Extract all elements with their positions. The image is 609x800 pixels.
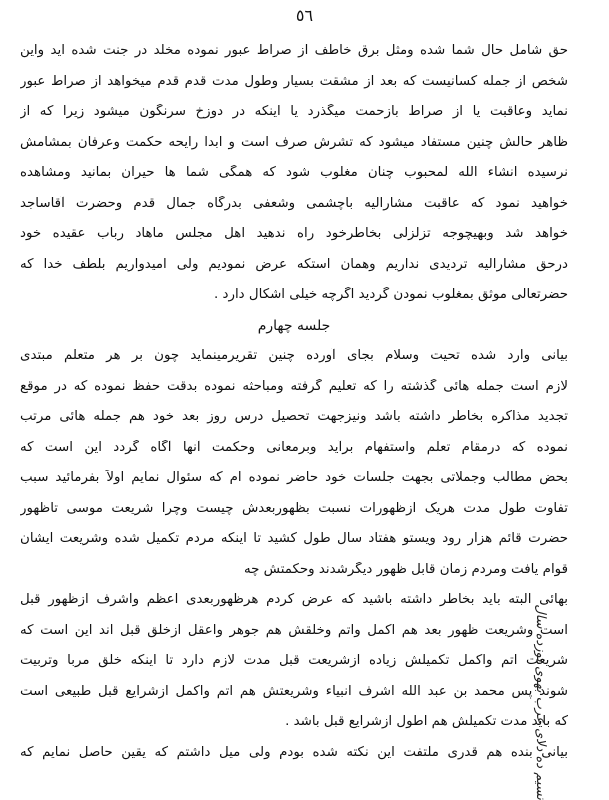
text-line: تجدید مذاکره بخاطر داشته باشد ونیزجهت تحصیل درس روز بعد خود هم جمله هائی مرتب [20,409,568,425]
section-heading: جلسه چهارم [257,317,331,334]
text-line: خواهید نمود که عاقبت مشارالیه باچشمی وشعفی بدرگاه جمال قدم وحضرت آقاساجد [20,195,568,211]
text-line: تفاوت طول مدت هریک ازظهورات نسبت بظهوربعدش چیست وچرا شریعت موسی تاظهور [20,500,568,516]
text-line: حق شامل حال شما شده ومثل برق خاطف از صراط عبور نموده مخلد در جنت شده اید واین [20,43,568,59]
text-line: شریعت اتم واکمل تکمیلش زیاده ازشریعت قبل مدت لازم دارد تا اینکه خلق مربا وتربیت [20,653,568,669]
text-line: درحق مشارالیه تردیدی نداریم وهمان استکه عرض نمودیم ولی امیدواریم بلطف خدا که [20,256,568,272]
text-line: شوند پس محمد بن عبد الله اشرف انبیاء وشریعتش هم اتم واکمل ازشرایع قبل طبیعی است [20,683,568,699]
body-text [20,36,568,768]
margin-note-text: تسیم ده دلای عرب بهوی نوزده سال [533,604,548,800]
text-line: نماید وعاقبت یا از صراط بازحمت میگذرد یا اینکه در دوزخ سرنگون میشود زیرا که از [20,104,568,120]
text-line: که باید مدت تکمیلش هم اطول ازشرایع قبل باشد . [285,714,568,730]
text-line: حضرت قائم هزار رود ویستو هفتاد سال طول کشید تا اینکه مردم تکمیل شده وشریعت ایشان [20,531,568,547]
page-number: ٥٦ [295,6,314,25]
text-line: بهائی البته باید بخاطر داشته باشید که عرض کردم هرظهوربعدی اعظم واشرف ازظهور قبل [20,592,568,608]
text-line: لازم است جمله هائی گذشته را که تعلیم گرفته ومباحثه نموده بدقت حفظ نموده که در موقع [20,378,568,394]
text-line: نرسیده انشاء الله لمحبوب چنان مغلوب شود که همگی شما ها حیران بمانید ومشاهده [20,165,568,181]
text-line: بیانی بنده هم قدری ملتفت این نکته شده بودم ولی میل داشتم که یقین حاصل نمایم که [20,744,568,760]
text-line: خواهد شد وبهیچوجه تزلزلی بخاطرخود راه ندهید اهل مجلس ماهاد رباب عقیده خود [20,226,568,242]
text-line: بحض مطالب وجملاتی بجهت جلسات خود حاضر نموده ام که سئوال نمایم اولاً بفرمائید سبب [20,470,568,486]
text-line: حضرتعالی موثق بمغلوب نمودن گردید اگرچه خیلی اشکال دارد . [214,287,568,303]
handwritten-margin-note [518,420,548,800]
text-line: بیانی وارد شده تحیت وسلام بجای آورده چنین تقریرمینماید چون بر هر متعلم مبتدی [20,348,568,364]
text-line: قوام یافت ومردم زمان قابل ظهور دیگرشدند وحکمتش چه [243,561,568,577]
text-line: نموده که درمقام تعلم واستفهام برآید وبرمعانی وحکمت آنها آگاه گردد این است که [20,439,568,455]
text-line: است وشریعت ظهور بعد هم اکمل واتم وخلقش هم جوهر واعقل ازخلق قبل اند این است که [20,622,568,638]
text-line: ظاهر حالش چنین مستفاد میشود که تشرش صرف است و ابداً رایحه حکمت وعرفان بمشامش [20,134,568,150]
text-line: شخص از جمله کسانیست که بعد از مشقت بسیار وطول مدت قدم قدم میخواهد از صراط عبور [20,73,568,89]
